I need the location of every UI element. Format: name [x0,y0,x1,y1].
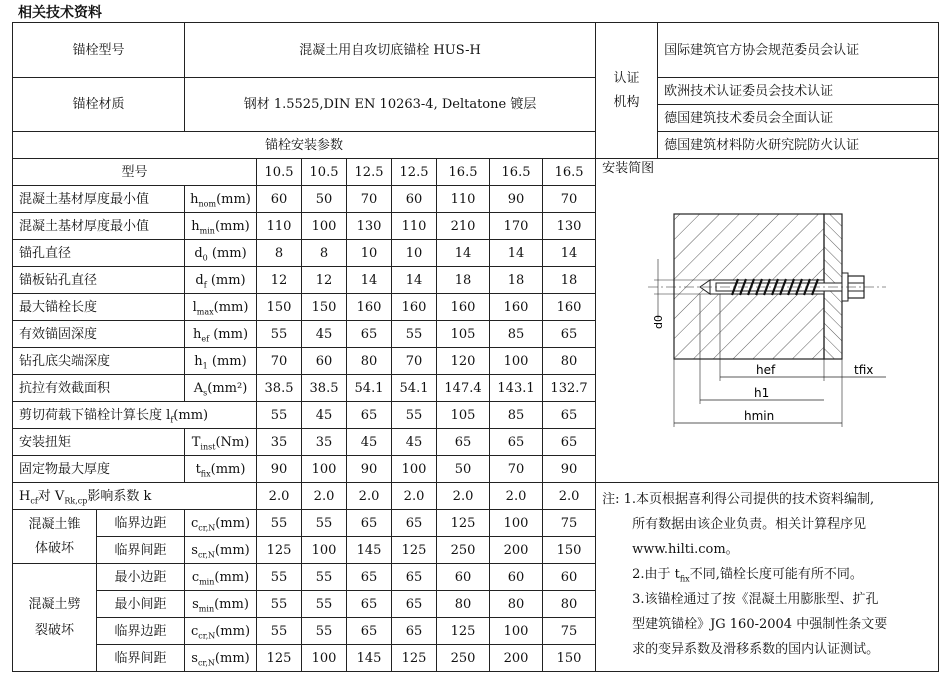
model-label: 型号 [13,159,257,186]
param-row: 锚板钻孔直径 $d_f$ (mm) 12 12 14 14 18 18 18 [13,267,939,294]
hmin-label: hmin [744,409,775,423]
k-factor-row: $H_{cf}$对 $V_{Rk,cp}$影响系数 k 2.0 2.0 2.0 2.0 2.0 2.0 2.0 注: 1.本页根据喜利得公司提供的技术资料编制, 所有数据由该企业负责。相关计算程序见 www.hilti.com。 2.由于 $t_{fix}$不同,锚栓长度可能有所不同。 3.该锚栓通过了按《混凝土用膨胀型、扩孔 型建筑锚栓》JG 160-2004 中强制性条文要 求的变异系数及滑移系数的国内认证测试。 [13,483,939,510]
split-row: 混凝土劈 裂破坏 最小边距 $c_{min}(mm)$ 55 55 65 65 60 60 60 [13,564,939,591]
model-value: 12.5 [347,159,392,186]
cert-item: 德国建筑材料防火研究院防火认证 [658,132,939,159]
hef-label: hef [756,363,776,377]
param-row: 剪切荷载下锚栓计算长度 $l_f(mm)$ 55 45 65 55 105 85 65 [13,402,939,429]
split-row: 最小间距 $s_{min}(mm)$ 55 55 65 65 80 80 80 [13,591,939,618]
param-row: 锚孔直径 $d_0$ (mm) 8 8 10 10 14 14 14 [13,240,939,267]
page-title: 相关技术资料 [18,5,102,21]
material-value: 钢材 1.5525,DIN EN 10263-4, Deltatone 镀层 [185,78,596,132]
d0-label: d0 [652,315,666,329]
param-row: 抗拉有效截面积 $A_s(mm^2)$ 38.5 38.5 54.1 54.1 147.4 143.1 132.7 [13,375,939,402]
split-row: 临界间距 $s_{cr,N}(mm)$ 125 100 145 125 250 200 150 [13,645,939,672]
material-label: 锚栓材质 [13,78,185,132]
model-value: 12.5 [392,159,437,186]
cert-item: 国际建筑官方协会规范委员会认证 [658,23,939,78]
cert-item: 欧洲技术认证委员会技术认证 [658,78,939,105]
split-group-label: 混凝土劈 裂破坏 [13,564,97,672]
tfix-label: tfix [854,363,874,377]
param-row: 有效锚固深度 $h_{ef}$ (mm) 55 45 65 55 105 85 65 [13,321,939,348]
param-row: 安装扭矩 $T_{inst}(Nm)$ 35 35 45 45 65 65 65 [13,429,939,456]
model-value: 16.5 [543,159,596,186]
param-row: 钻孔底尖端深度 $h_1$ (mm) 70 60 80 70 120 100 80 [13,348,939,375]
cert-label: 认证 机构 [596,23,658,159]
cert-item: 德国建筑技术委员会全面认证 [658,105,939,132]
model-value: 16.5 [490,159,543,186]
cone-row: 临界间距 $s_{cr,N}(mm)$ 125 100 145 125 250 200 150 [13,537,939,564]
param-row: 混凝土基材厚度最小值 $h_{nom}(mm)$ 60 50 70 60 110 90 70 [13,186,939,213]
anchor-type-label: 锚栓型号 [13,23,185,78]
split-row: 临界边距 $c_{cr,N}(mm)$ 55 55 65 65 125 100 75 [13,618,939,645]
cone-group-label: 混凝土锥 体破坏 [13,510,97,564]
cone-row: 混凝土锥 体破坏 临界边距 $c_{cr,N}(mm)$ 55 55 65 65 125 100 75 [13,510,939,537]
install-diagram [596,159,939,483]
install-params-title: 锚栓安装参数 [13,132,596,159]
tech-data-table [12,22,939,672]
anchor-type-value: 混凝土用自攻切底锚栓 HUS-H [185,23,596,78]
model-value: 10.5 [302,159,347,186]
param-row: 固定物最大厚度 $t_{fix}(mm)$ 90 100 90 100 50 70 90 [13,456,939,483]
notes: 注: 1.本页根据喜利得公司提供的技术资料编制, 所有数据由该企业负责。相关计算程序见 www.hilti.com。 2.由于 $t_{fix}$不同,锚栓长度可能有所不同。 3.该锚栓通过了按《混凝土用膨胀型、扩孔 型建筑锚栓》JG 160-2004 中强制性条文要 求的变异系数及滑移系数的国内认证测试。 [596,483,939,672]
install-drawing [596,159,936,469]
param-row: 混凝土基材厚度最小值 $h_{min}(mm)$ 110 100 130 110 210 170 130 [13,213,939,240]
model-value: 10.5 [257,159,302,186]
param-row: 最大锚栓长度 $l_{max}(mm)$ 150 150 160 160 160 160 160 [13,294,939,321]
model-value: 16.5 [437,159,490,186]
h1-label: h1 [754,386,770,400]
diagram-title: 安装简图 [602,161,655,176]
